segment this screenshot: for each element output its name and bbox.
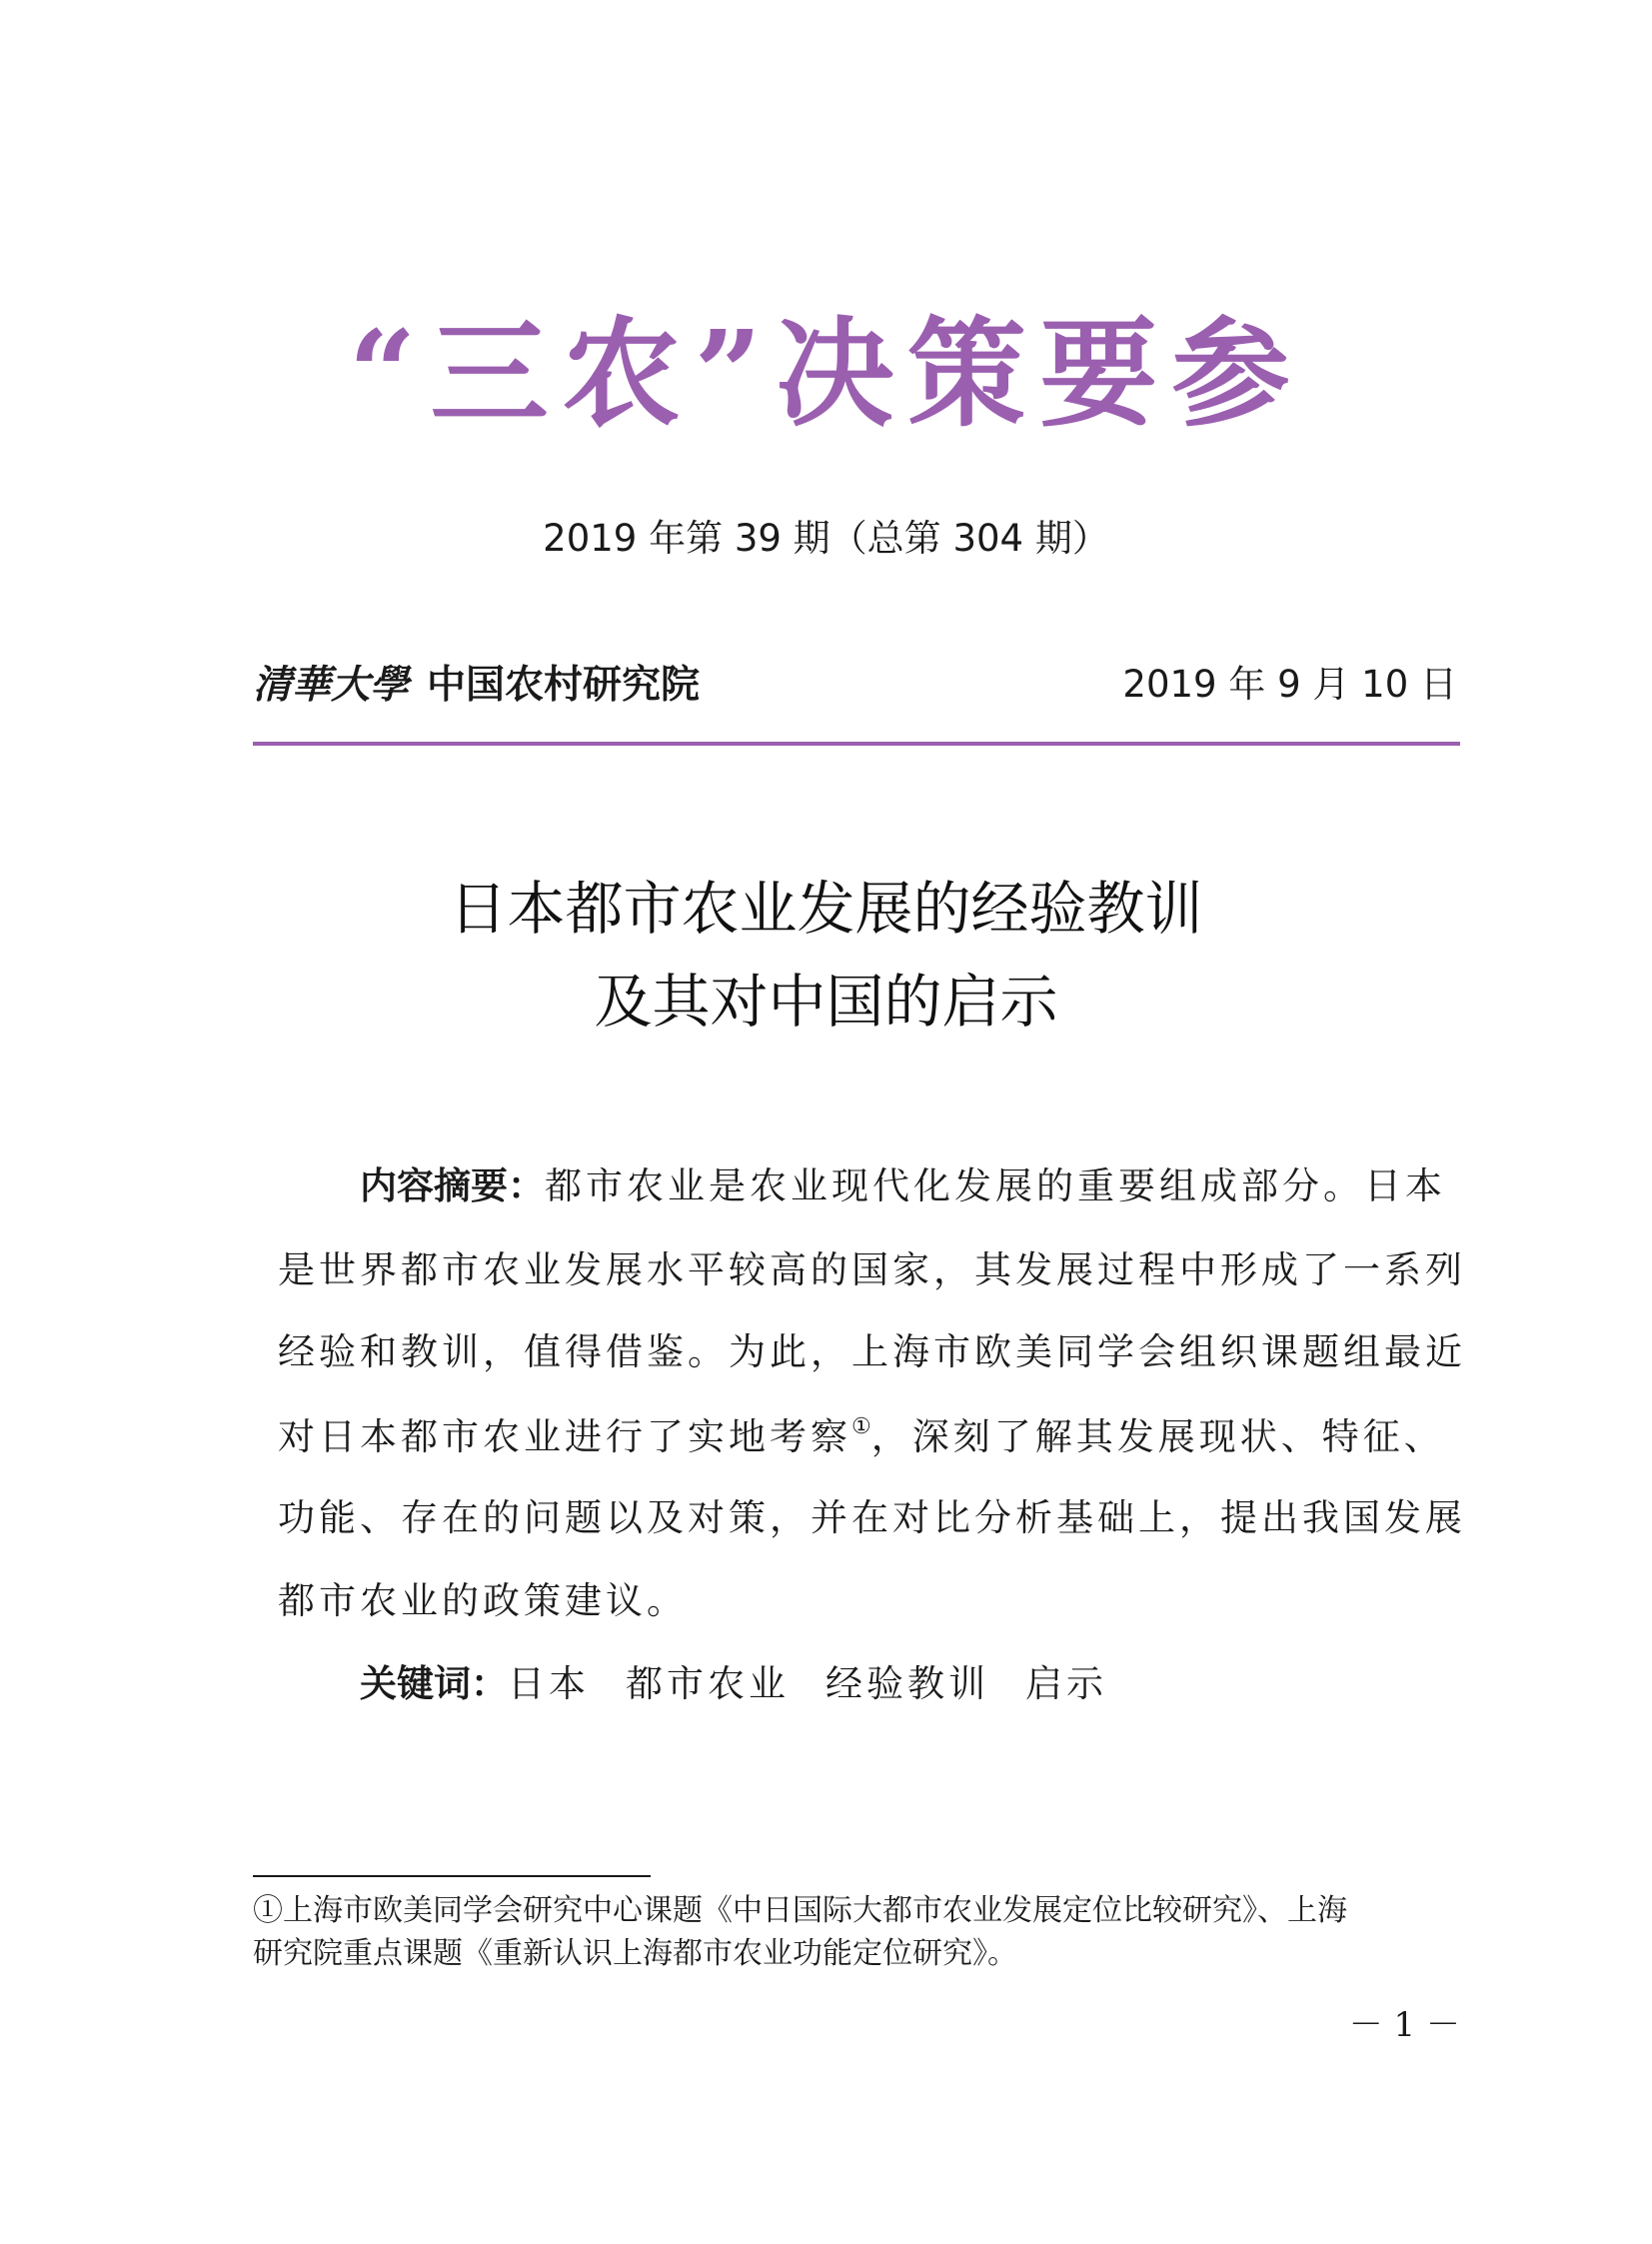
article-title-line-1: 日本都市农业发展的经验教训 [449, 875, 1203, 943]
footnote-divider [253, 1875, 651, 1877]
institution-block [253, 662, 701, 708]
header-divider [253, 742, 1460, 746]
footnote-line-1: ①上海市欧美同学会研究中心课题《中日国际大都市农业发展定位比较研究》、上海 [253, 1893, 1347, 1928]
abstract-label: 内容摘要： [360, 1164, 545, 1207]
abstract-line-2: 是世界都市农业发展水平较高的国家，其发展过程中形成了一系列 [278, 1248, 1466, 1291]
masthead-title: “三农”决策要参 [348, 304, 1304, 443]
abstract-text-4b: ，深刻了解其发展现状、特征、 [870, 1415, 1445, 1458]
abstract-line-3: 经验和教训，值得借鉴。为此，上海市欧美同学会组织课题组最近 [278, 1330, 1466, 1373]
abstract-line-1 [360, 1164, 1446, 1207]
keywords-label: 关键词： [360, 1662, 508, 1705]
keywords-line [360, 1662, 1507, 1705]
footnote-reference[interactable]: ① [851, 1414, 871, 1439]
keyword-item: 都市农业 [626, 1662, 790, 1705]
footnote-line-2: 研究院重点课题《重新认识上海都市农业功能定位研究》。 [253, 1936, 1017, 1971]
keyword-item: 日本 [508, 1662, 590, 1705]
issue-number: 2019 年第 39 期（总第 304 期） [543, 517, 1109, 560]
abstract-text-4a: 对日本都市农业进行了实地考察 [278, 1415, 851, 1458]
article-title-line-2: 及其对中国的启示 [594, 968, 1058, 1036]
abstract-text-1: 都市农业是农业现代化发展的重要组成部分。日本 [545, 1164, 1446, 1207]
keyword-item: 启示 [1025, 1662, 1107, 1705]
institute-name: 中国农村研究院 [427, 662, 701, 708]
abstract-line-6: 都市农业的政策建议。 [278, 1579, 688, 1622]
abstract-line-4 [278, 1414, 1445, 1458]
keyword-item: 经验教训 [826, 1662, 989, 1705]
university-logotype: 清華大學 [253, 662, 410, 708]
publication-date: 2019 年 9 月 10 日 [1122, 663, 1457, 706]
page-number: － 1 － [1348, 2005, 1460, 2045]
abstract-line-5: 功能、存在的问题以及对策，并在对比分析基础上，提出我国发展 [278, 1496, 1466, 1539]
